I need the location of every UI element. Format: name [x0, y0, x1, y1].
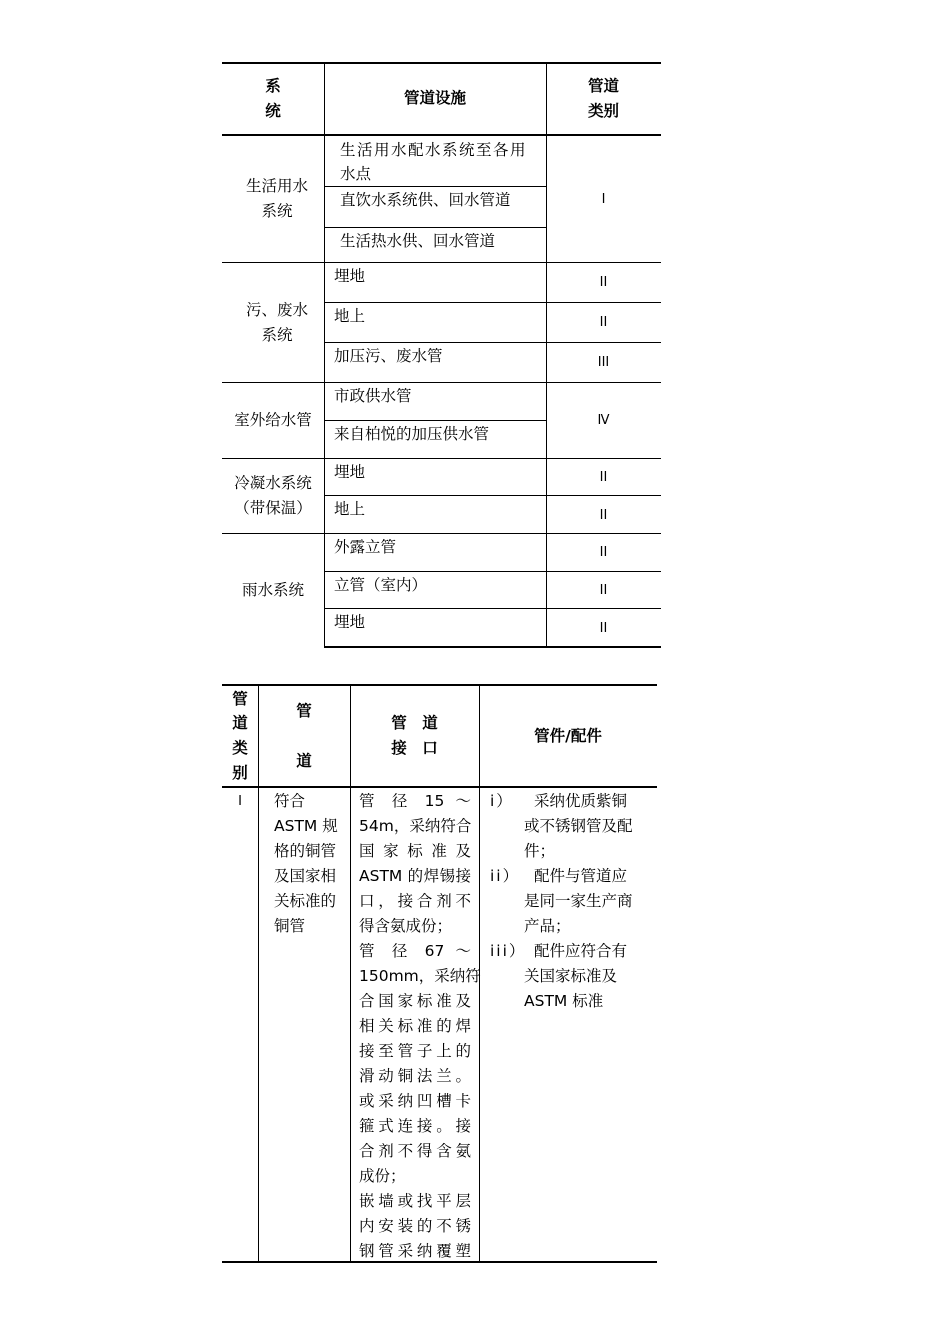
joint-line: 内安装的不锈 [359, 1217, 471, 1235]
table-1-bottom-rule [324, 646, 661, 648]
col-rule [350, 685, 351, 1262]
group-rule [222, 533, 661, 534]
pipe-line: 铜管 [274, 917, 306, 935]
joint-line: 口，接合剂不 [359, 892, 471, 910]
joint-line: 成份； [359, 1167, 406, 1185]
row-rule [324, 342, 661, 343]
header-joint-2: 接 口 [391, 739, 438, 757]
group-rule [222, 458, 661, 459]
fitting-item [524, 939, 627, 1014]
row-rule [324, 495, 661, 496]
facility-cell: 地上 [334, 500, 366, 518]
fitting-item [524, 789, 633, 864]
joint-line: 合剂不得含氨 [359, 1142, 471, 1160]
joint-line: 合国家标准及 [359, 992, 471, 1010]
facility-cell: 埋地 [334, 463, 366, 481]
header-category-char: 类 [232, 739, 248, 757]
system-name: 系统 [261, 326, 293, 344]
table-2-top-rule [222, 684, 657, 686]
joint-line: 管 径 15 ～ [359, 792, 471, 810]
facility-cell: 生活用水配水系统至各用 [340, 141, 528, 159]
table-2-header-rule [222, 786, 657, 788]
category-cell: III [597, 355, 610, 370]
joint-description [359, 789, 481, 1264]
col-rule [324, 63, 325, 647]
category-cell: II [599, 470, 608, 485]
pipe-line: 格的铜管 [274, 842, 337, 860]
category-cell: I [601, 192, 606, 207]
joint-line: 相关标准的焊 [359, 1017, 471, 1035]
fitting-line: 采纳优质紫铜 [534, 792, 628, 810]
fitting-line: 配件与管道应 [534, 867, 628, 885]
pipe-line: 关标准的 [274, 892, 337, 910]
system-name: （带保温） [234, 499, 312, 517]
table-1-top-rule [222, 62, 661, 64]
fitting-number: ii） [490, 867, 521, 885]
row-rule [324, 608, 661, 609]
group-rule [222, 382, 661, 383]
facility-cell: 生活热水供、回水管道 [340, 232, 496, 250]
joint-line: ASTM 的焊锡接 [359, 867, 471, 885]
facility-cell: 埋地 [334, 613, 366, 631]
category-cell: II [599, 508, 608, 523]
fitting-line: 产品； [524, 917, 571, 935]
table-1-header-rule [222, 134, 661, 136]
system-name: 污、废水 [245, 301, 308, 319]
joint-line: 嵌墙或找平层 [359, 1192, 471, 1210]
row-rule [324, 571, 661, 572]
facility-cell: 地上 [334, 307, 366, 325]
joint-line: 54m，采纳符合 [359, 817, 472, 835]
fitting-line: 是同一家生产商 [524, 892, 633, 910]
category-cell: II [599, 621, 608, 636]
pipe-description [274, 789, 346, 939]
joint-line: 接至管子上的 [359, 1042, 471, 1060]
pipe-line: ASTM 规 [274, 817, 338, 835]
category-cell: II [599, 315, 608, 330]
facility-cell: 来自柏悦的加压供水管 [334, 425, 490, 443]
header-fitting: 管件/配件 [534, 727, 602, 745]
category-cell: II [599, 275, 608, 290]
system-name: 系统 [261, 202, 293, 220]
fitting-line: 关国家标准及 [524, 967, 618, 985]
header-system-1: 系 [265, 77, 281, 95]
fitting-line: ASTM 标准 [524, 992, 604, 1010]
header-category-1: 管道 [587, 77, 619, 95]
facility-cell: 加压污、废水管 [334, 347, 443, 365]
header-category-2: 类别 [587, 102, 619, 120]
system-name: 雨水系统 [241, 581, 304, 599]
joint-line: 或采纳凹槽卡 [359, 1092, 471, 1110]
joint-line: 钢管采纳覆塑 [359, 1242, 471, 1260]
fitting-line: 或不锈钢管及配 [524, 817, 633, 835]
row-rule [324, 227, 546, 228]
header-category-char: 道 [232, 714, 248, 732]
system-name: 冷凝水系统 [234, 474, 312, 492]
system-name: 生活用水 [245, 177, 308, 195]
fitting-line: 配件应符合有 [534, 942, 628, 960]
header-pipe-1: 管 [296, 702, 312, 720]
header-system-2: 统 [265, 102, 281, 120]
facility-cell: 水点 [340, 165, 372, 183]
header-pipe-2: 道 [296, 752, 312, 770]
facility-cell: 外露立管 [334, 538, 397, 556]
fitting-number: iii） [490, 942, 527, 960]
header-category-char: 别 [232, 764, 248, 782]
category-cell: Ⅳ [597, 413, 610, 428]
header-joint-1: 管 道 [391, 714, 438, 732]
row-rule [324, 420, 546, 421]
facility-cell: 埋地 [334, 267, 366, 285]
facility-cell: 直饮水系统供、回水管道 [340, 191, 511, 209]
joint-line: 得含氨成份； [359, 917, 453, 935]
facility-cell: 市政供水管 [334, 387, 412, 405]
system-name: 室外给水管 [234, 411, 312, 429]
joint-line: 滑动铜法兰。 [359, 1067, 471, 1085]
category-cell: I [238, 794, 242, 809]
fitting-line: 件； [524, 842, 556, 860]
joint-line: 箍式连接。接 [359, 1117, 471, 1135]
joint-line: 国 家 标 准 及 [359, 842, 471, 860]
pipe-line: 及国家相 [274, 867, 337, 885]
category-cell: II [599, 583, 608, 598]
joint-line: 管 径 67 ～ [359, 942, 471, 960]
header-facility: 管道设施 [403, 89, 466, 107]
fitting-item [524, 864, 633, 939]
pipe-line: 符合 [274, 792, 306, 810]
facility-cell: 立管（室内） [334, 576, 428, 594]
category-cell: II [599, 545, 608, 560]
row-rule [324, 302, 661, 303]
joint-line: 150mm，采纳符 [359, 967, 481, 985]
header-category-char: 管 [232, 690, 248, 708]
fitting-number: i） [490, 792, 514, 810]
group-rule [222, 262, 661, 263]
